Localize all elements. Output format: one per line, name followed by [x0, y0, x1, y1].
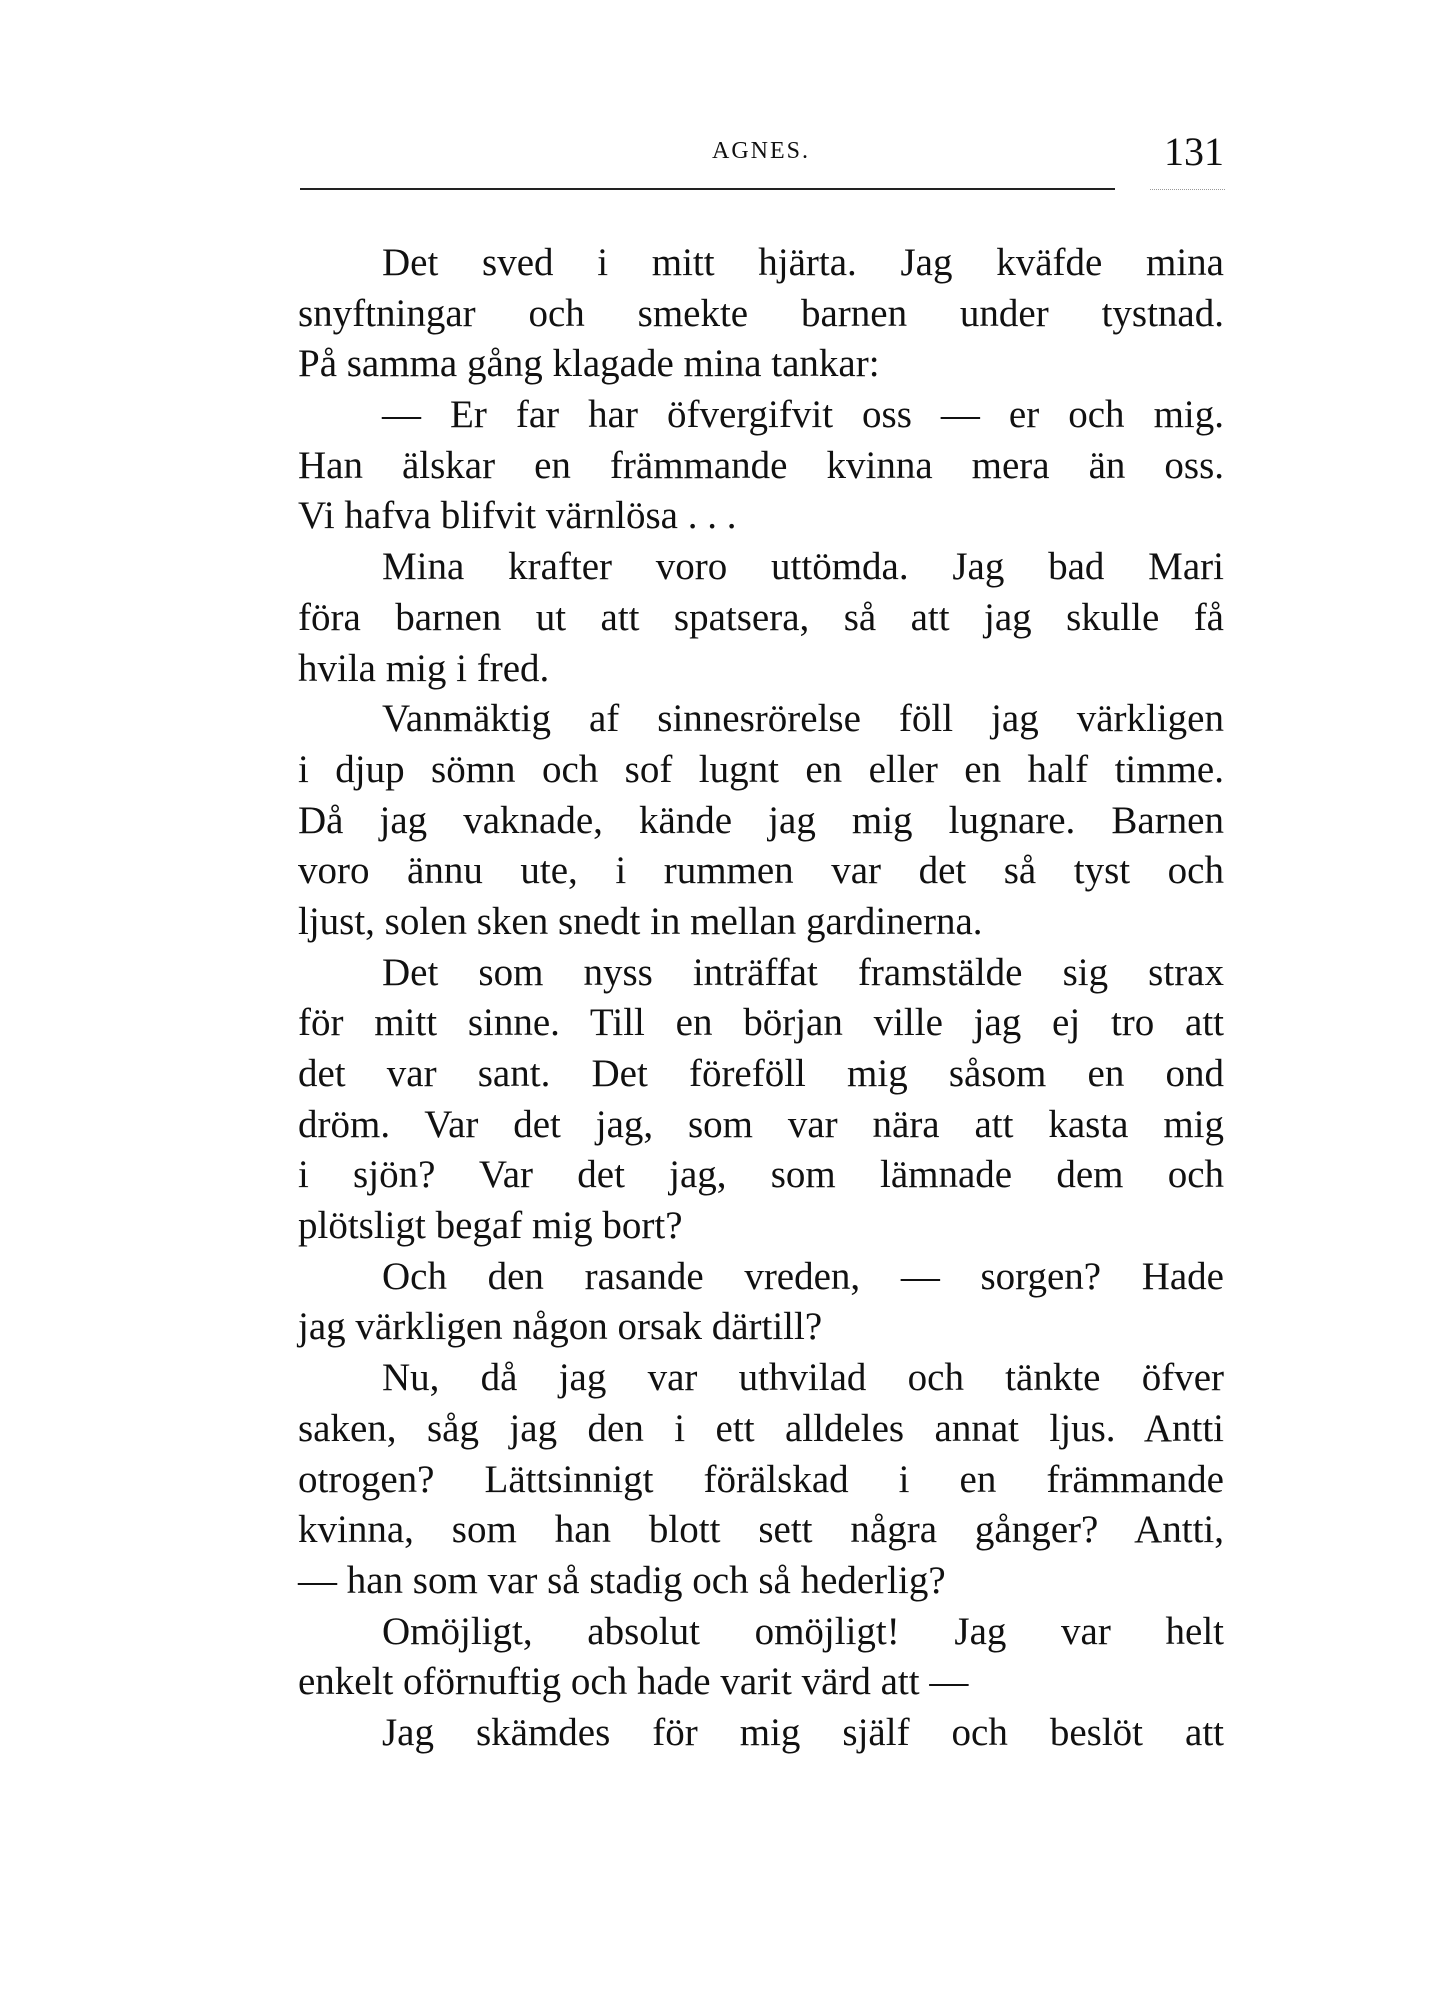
text-line-content: Han älskar en främmande kvinna mera än oss.: [298, 443, 1224, 487]
text-line-content: Då jag vaknade, kände jag mig lugnare. Barnen: [298, 798, 1224, 842]
text-line: [298, 289, 1224, 340]
text-line: [298, 745, 1224, 796]
text-line-content: voro ännu ute, i rummen var det så tyst och: [298, 849, 1224, 893]
text-line-content: — Er far har öfvergifvit oss — er och mig.: [382, 393, 1224, 437]
text-line: [298, 1353, 1224, 1404]
text-line: [298, 491, 1224, 542]
running-title: AGNES.: [711, 138, 810, 164]
text-line: [298, 1252, 1224, 1303]
text-line-content: enkelt oförnuftig och hade varit värd att —: [298, 1660, 969, 1704]
text-line: [298, 1505, 1224, 1556]
text-line-content: Det som nyss inträffat framstälde sig strax: [382, 950, 1224, 994]
text-line: [298, 998, 1224, 1049]
text-line: [298, 1100, 1224, 1151]
text-line-content: snyftningar och smekte barnen under tystnad.: [298, 291, 1224, 335]
text-line-content: kvinna, som han blott sett några gånger? Antti,: [298, 1508, 1224, 1552]
text-line-content: föra barnen ut att spatsera, så att jag skulle få: [298, 595, 1224, 639]
text-line-content: jag värkligen någon orsak därtill?: [298, 1305, 823, 1349]
text-line-content: saken, såg jag den i ett alldeles annat ljus. Antti: [298, 1406, 1224, 1450]
text-line: [298, 1302, 1224, 1353]
text-line-content: Jag skämdes för mig själf och beslöt att: [382, 1710, 1224, 1754]
text-line: [298, 339, 1224, 390]
text-line-content: Omöjligt, absolut omöjligt! Jag var helt: [382, 1609, 1224, 1653]
text-line: [298, 1708, 1224, 1759]
page-number: 131: [1164, 129, 1224, 174]
text-line-content: Det sved i mitt hjärta. Jag kväfde mina: [382, 241, 1224, 284]
text-line: [298, 694, 1224, 745]
text-line: [298, 441, 1224, 492]
text-line: [298, 1657, 1224, 1708]
text-line: [298, 846, 1224, 897]
text-line-content: Och den rasande vreden, — sorgen? Hade: [382, 1254, 1224, 1298]
text-line-content: På samma gång klagade mina tankar:: [298, 342, 880, 386]
text-line-content: dröm. Var det jag, som var nära att kasta mig: [298, 1102, 1224, 1146]
text-line-content: i djup sömn och sof lugnt en eller en half timme.: [298, 747, 1224, 791]
text-line-content: ljust, solen sken snedt in mellan gardinerna.: [298, 899, 983, 943]
text-line: [298, 593, 1224, 644]
text-line: [298, 1404, 1224, 1455]
text-line-content: för mitt sinne. Till en början ville jag ej tro att: [298, 1001, 1224, 1045]
text-line-content: Mina krafter voro uttömda. Jag bad Mari: [382, 545, 1224, 589]
text-line: [298, 390, 1224, 441]
text-line: [298, 1556, 1224, 1607]
text-line-content: plötsligt begaf mig bort?: [298, 1204, 683, 1248]
header-rule-faint: [1150, 189, 1225, 191]
text-line-content: Vanmäktig af sinnesrörelse föll jag värkligen: [382, 697, 1224, 741]
text-line: [298, 1150, 1224, 1201]
text-line-content: Vi hafva blifvit värnlösa . . .: [298, 494, 737, 538]
text-line: [298, 1201, 1224, 1252]
text-line: [298, 1607, 1224, 1658]
body-text: [298, 238, 1224, 1759]
text-line-content: det var sant. Det föreföll mig såsom en ond: [298, 1052, 1224, 1095]
text-line-content: hvila mig i fred.: [298, 646, 550, 690]
text-line: [298, 948, 1224, 999]
text-line: [298, 1049, 1224, 1100]
text-line: [298, 238, 1224, 289]
text-line-content: i sjön? Var det jag, som lämnade dem och: [298, 1153, 1224, 1197]
text-line: [298, 1455, 1224, 1506]
header-rule: [300, 188, 1115, 190]
text-line-content: — han som var så stadig och så hederlig?: [298, 1558, 946, 1602]
text-line: [298, 897, 1224, 948]
running-header: [298, 128, 1224, 178]
text-line: [298, 796, 1224, 847]
text-line-content: otrogen? Lättsinnigt förälskad i en främmande: [298, 1457, 1224, 1501]
text-line: [298, 644, 1224, 695]
text-line-content: Nu, då jag var uthvilad och tänkte öfver: [382, 1356, 1224, 1400]
text-line: [298, 542, 1224, 593]
